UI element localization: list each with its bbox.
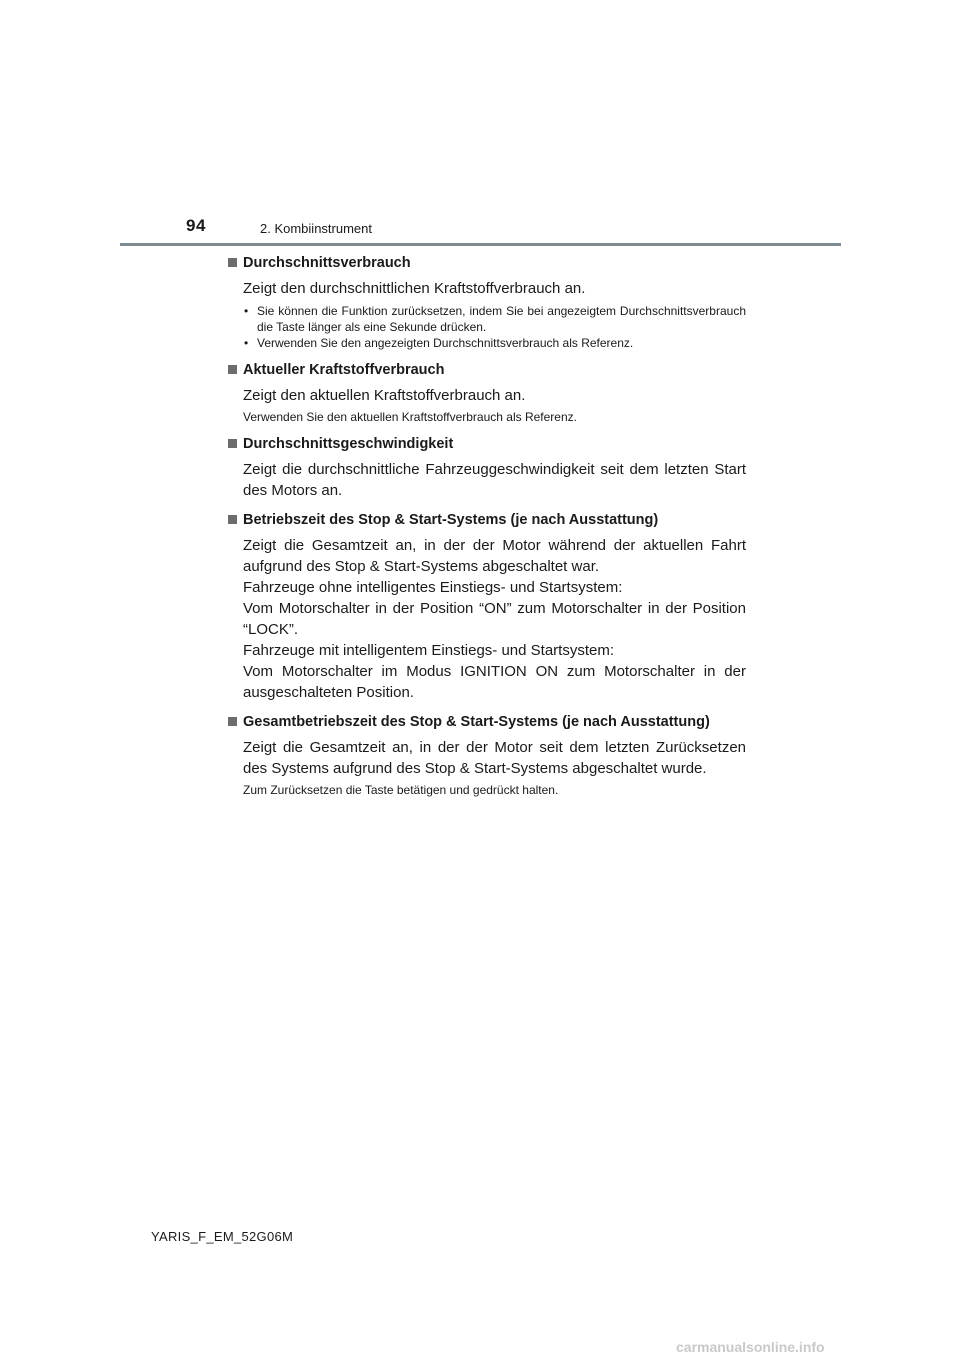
square-bullet-icon: [228, 439, 237, 448]
note-text: Verwenden Sie den angezeigten Durchschnittsverbrauch als Referenz.: [257, 336, 634, 350]
heading-text: Durchschnittsgeschwindigkeit: [243, 436, 454, 452]
section-betriebszeit-stop-start: [228, 509, 746, 703]
note-item: [243, 335, 746, 351]
section-gesamtbetriebszeit-stop-start: [228, 711, 746, 798]
section-aktueller-kraftstoffverbrauch: [228, 359, 746, 425]
section-heading: [228, 359, 746, 381]
heading-text: Betriebszeit des Stop & Start-Systems (je nach Ausstattung): [243, 512, 659, 528]
section-body: [243, 459, 746, 501]
heading-text: Gesamtbetriebszeit des Stop & Start-Systems (je nach Ausstattung): [243, 714, 710, 730]
header-rule: [120, 243, 841, 246]
section-note: Zum Zurücksetzen die Taste betätigen und gedrückt halten.: [243, 783, 559, 797]
main-content: [228, 252, 746, 806]
section-heading: [228, 711, 746, 733]
note-list: [243, 303, 746, 351]
body-paragraph: Vom Motorschalter im Modus IGNITION ON zum Motorschalter in der ausgeschalteten Position.: [243, 663, 746, 701]
section-heading: [228, 509, 746, 531]
body-paragraph: Fahrzeuge ohne intelligentes Einstiegs- und Startsystem:: [243, 579, 623, 596]
section-body: [243, 278, 746, 299]
body-paragraph: Zeigt den durchschnittlichen Kraftstoffverbrauch an.: [243, 280, 586, 297]
section-heading: [228, 433, 746, 455]
heading-text: Durchschnittsverbrauch: [243, 255, 411, 271]
section-body: [243, 385, 746, 406]
body-paragraph: Zeigt die durchschnittliche Fahrzeuggeschwindigkeit seit dem letzten Start des Motors an.: [243, 461, 746, 499]
page-number: 94: [186, 216, 206, 235]
heading-text: Aktueller Kraftstoffverbrauch: [243, 362, 445, 378]
section-durchschnittsgeschwindigkeit: [228, 433, 746, 501]
body-paragraph: Zeigt den aktuellen Kraftstoffverbrauch an.: [243, 387, 526, 404]
body-paragraph: Fahrzeuge mit intelligentem Einstiegs- und Startsystem:: [243, 642, 614, 659]
note-item: [243, 303, 746, 335]
section-heading: [228, 252, 746, 274]
bullet-dot-icon: •: [244, 336, 249, 350]
square-bullet-icon: [228, 365, 237, 374]
section-body: [243, 535, 746, 703]
section-note: Verwenden Sie den aktuellen Kraftstoffverbrauch als Referenz.: [243, 410, 577, 424]
section-body: [243, 737, 746, 779]
document-code: YARIS_F_EM_52G06M: [151, 1229, 294, 1244]
square-bullet-icon: [228, 258, 237, 267]
square-bullet-icon: [228, 515, 237, 524]
section-durchschnittsverbrauch: [228, 252, 746, 351]
body-paragraph: Zeigt die Gesamtzeit an, in der der Motor während der aktuellen Fahrt aufgrund des Stop & Start-Systems abgeschaltet war.: [243, 537, 746, 575]
bullet-dot-icon: •: [244, 304, 249, 318]
body-paragraph: Zeigt die Gesamtzeit an, in der der Motor seit dem letzten Zurücksetzen des Systems aufgrund des Stop & Start-Systems abgeschaltet wurde.: [243, 739, 746, 777]
watermark: carmanualsonline.info: [676, 1339, 825, 1355]
note-text: Sie können die Funktion zurücksetzen, indem Sie bei angezeigtem Durchschnittsverbrauch die Taste länger als eine Sekunde drücken.: [257, 304, 746, 334]
section-title: 2. Kombiinstrument: [260, 221, 372, 236]
square-bullet-icon: [228, 717, 237, 726]
body-paragraph: Vom Motorschalter in der Position “ON” zum Motorschalter in der Position “LOCK”.: [243, 600, 746, 638]
